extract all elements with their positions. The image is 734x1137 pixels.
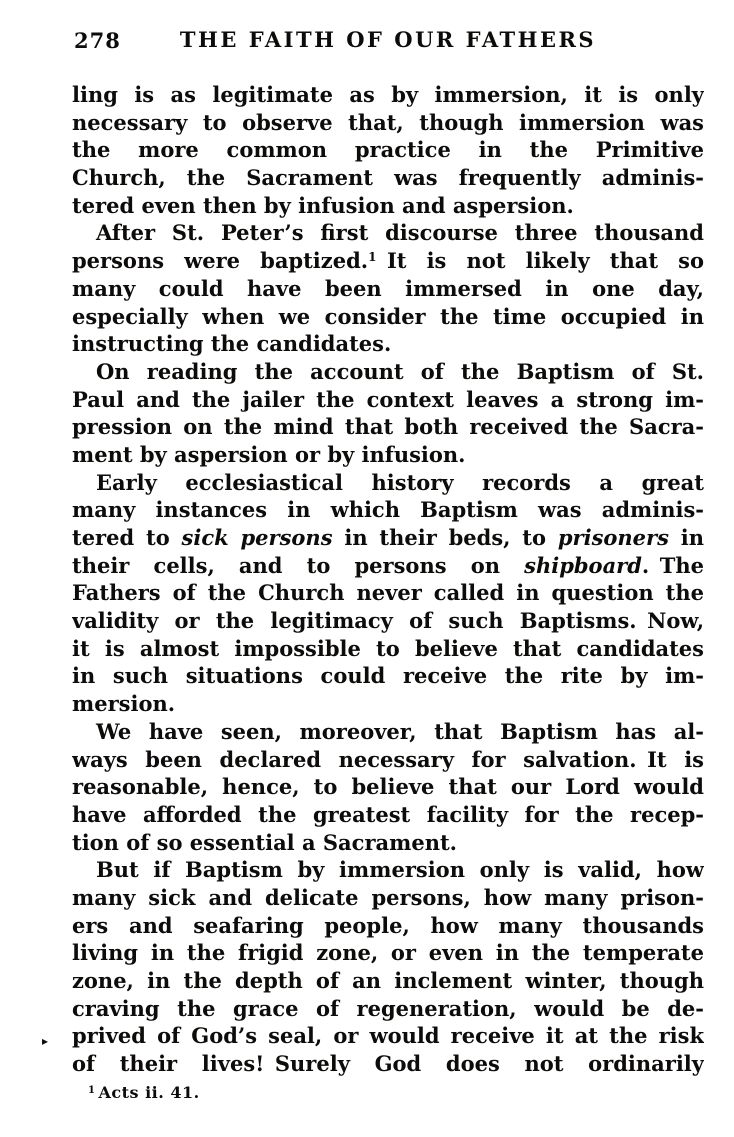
text-line: of their lives! Surely God does not ordinarily [72, 1051, 704, 1077]
text-line: living in the frigid zone, or even in the temperate [72, 940, 704, 966]
text-line: On reading the account of the Baptism of St. [96, 358, 704, 384]
text-line: persons were baptized.$^1$ It is not likely that so [72, 248, 704, 274]
text-line: it is almost impossible to believe that candidates [72, 635, 704, 661]
margin-pointer-icon: ▸ [42, 1034, 49, 1048]
text-line: tered to sick persons in their beds, to prisoners in [72, 525, 704, 550]
text-line: validity or the legitimacy of such Baptisms. Now, [72, 608, 704, 634]
text-line: necessary to observe that, though immersion was [72, 109, 704, 135]
text-line: ers and seafaring people, how many thousands [72, 912, 704, 938]
text-line: Early ecclesiastical history records a great [96, 469, 704, 495]
text-line: many could have been immersed in one day, [72, 275, 704, 301]
text-line: many sick and delicate persons, how many prison- [72, 884, 704, 910]
text-line: ment by aspersion or by infusion. [72, 441, 466, 467]
text-line: in such situations could receive the rite by im- [72, 663, 704, 689]
text-line: ways been declared necessary for salvation. It is [72, 746, 704, 772]
text-line: have afforded the greatest facility for the recep- [72, 801, 704, 827]
text-line: tion of so essential a Sacrament. [72, 829, 457, 855]
text-line: Church, the Sacrament was frequently adminis- [72, 165, 704, 191]
text-line: After St. Peter’s first discourse three thousand [96, 220, 704, 246]
text-line: zone, in the depth of an inclement winter, though [72, 968, 704, 993]
text-line: But if Baptism by immersion only is valid, how [96, 857, 704, 883]
text-line: Paul and the jailer the context leaves a strong im- [72, 386, 704, 412]
text-line: their cells, and to persons on shipboard. The [72, 552, 704, 578]
text-line: especially when we consider the time occupied in [72, 303, 704, 329]
running-title: THE FAITH OF OUR FATHERS [179, 27, 597, 52]
page-header [72, 27, 704, 53]
text-line: prived of God’s seal, or would receive it at the risk [72, 1023, 704, 1049]
text-line: We have seen, moreover, that Baptism has al- [96, 718, 704, 744]
text-line: ling is as legitimate as by immersion, it is only [72, 82, 704, 107]
text-line: reasonable, hence, to believe that our Lord would [72, 774, 704, 800]
text-line: many instances in which Baptism was adminis- [72, 497, 704, 523]
footnote-text: Acts ii. 41. [98, 1083, 200, 1102]
text-line: instructing the candidates. [72, 331, 392, 357]
page-body [72, 81, 704, 1078]
footnote [88, 1083, 200, 1102]
text-line: the more common practice in the Primitive [72, 137, 704, 163]
text-line: Fathers of the Church never called in question the [72, 580, 704, 606]
text-line: pression on the mind that both received the Sacra- [72, 414, 704, 440]
text-line: tered even then by infusion and aspersion. [72, 192, 574, 218]
footnote-marker: 1 [88, 1085, 96, 1096]
text-line: craving the grace of regeneration, would be de- [72, 995, 704, 1021]
page-number: 278 [74, 28, 121, 53]
text-line: mersion. [72, 691, 176, 717]
